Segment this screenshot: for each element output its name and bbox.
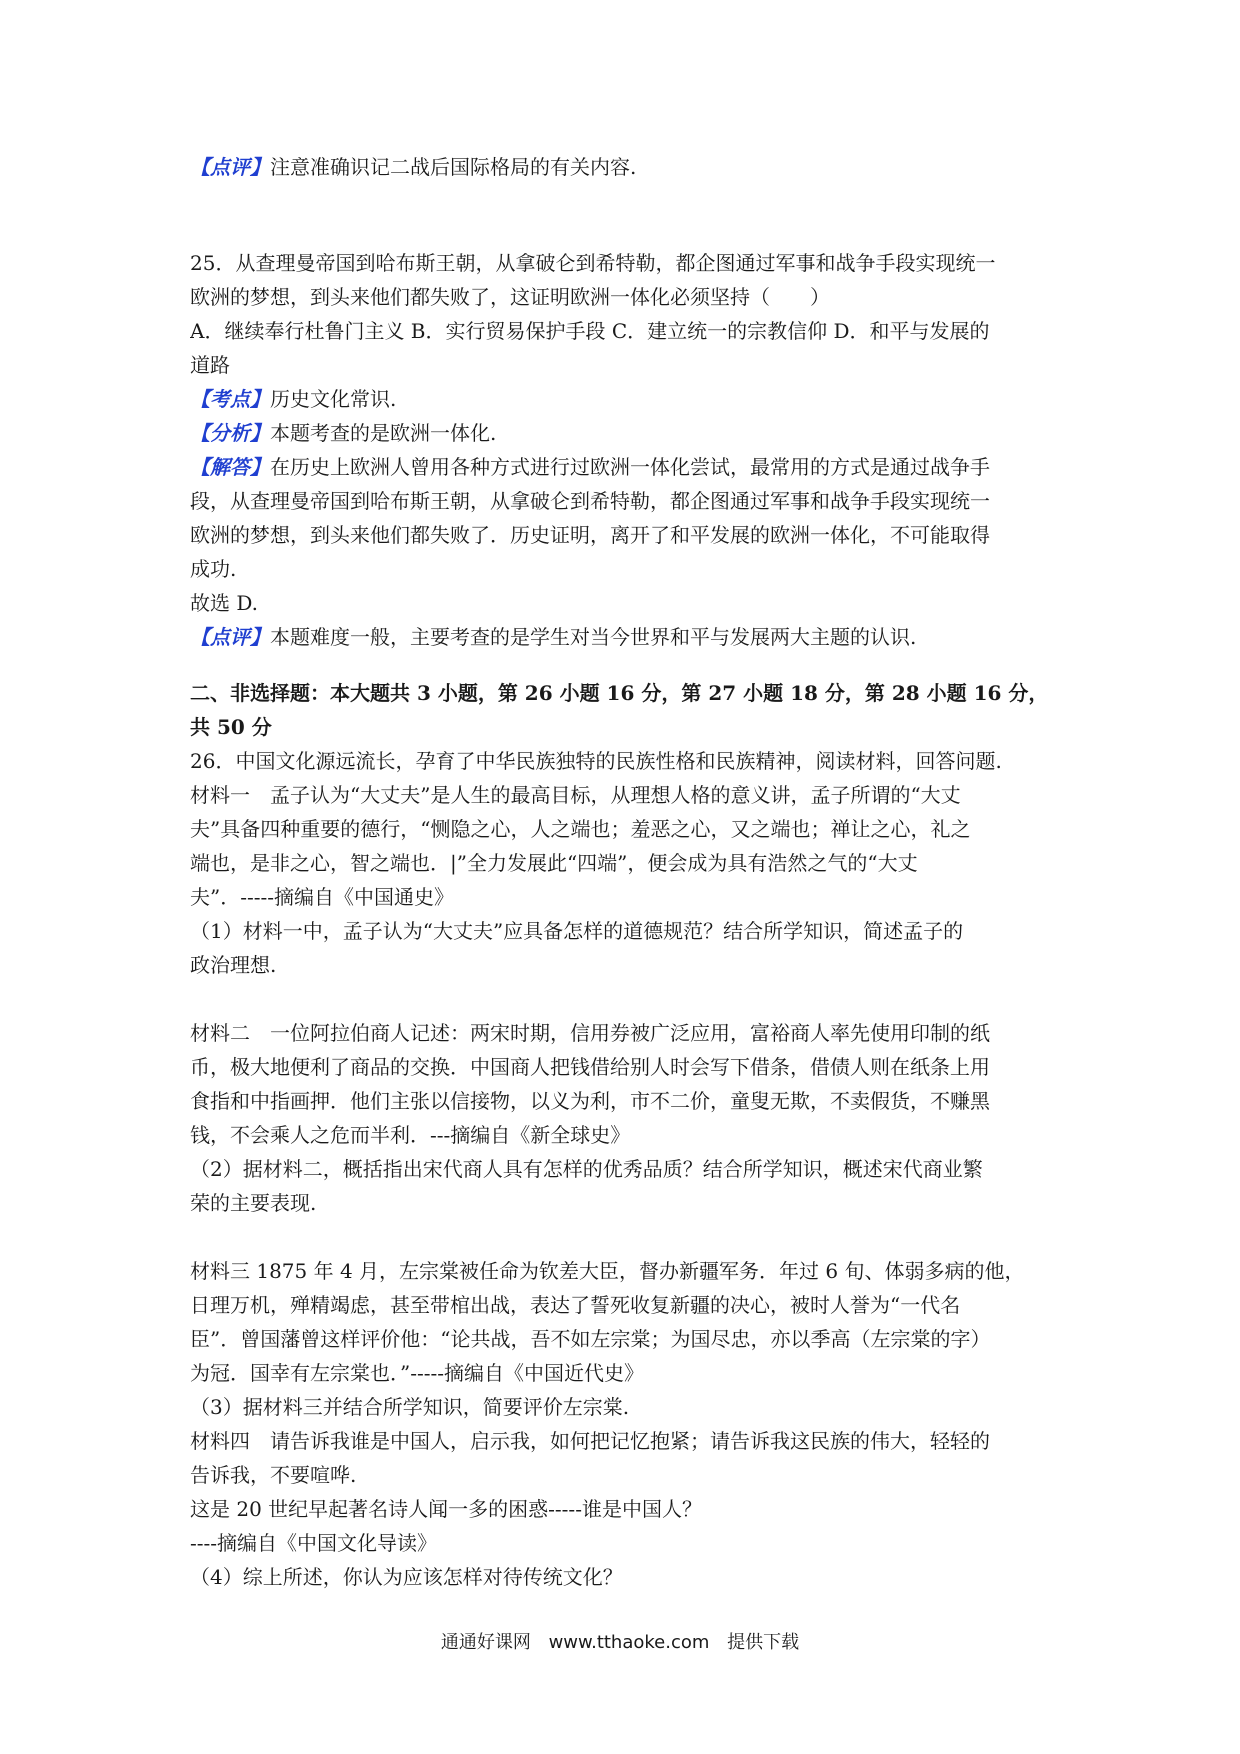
q25-stem-line: 欧洲的梦想，到头来他们都失败了，这证明欧洲一体化必须坚持（ ） — [190, 285, 830, 309]
page-content — [190, 150, 1060, 1594]
q25-dianping — [190, 620, 1060, 654]
jieda-text: 在历史上欧洲人曾用各种方式进行过欧洲一体化尝试，最常用的方式是通过战争手 — [270, 455, 990, 479]
question-25 — [190, 246, 1060, 654]
q25-kaodian — [190, 382, 1060, 416]
sub-question-4: （4）综上所述，你认为应该怎样对待传统文化？ — [190, 1565, 623, 1589]
kaodian-tag: 【考点】 — [190, 387, 270, 411]
footer-url[interactable]: www.tthaoke.com — [548, 1632, 710, 1653]
material-3-line: 臣”．曾国藩曾这样评价他：“论共战，吾不如左宗棠；为国尽忠，亦以季高（左宗棠的字） — [190, 1327, 991, 1351]
comment-line — [190, 150, 1060, 184]
material-2-line: 币，极大地便利了商品的交换．中国商人把钱借给别人时会写下借条，借债人则在纸条上用 — [190, 1055, 990, 1079]
fenxi-text: 本题考查的是欧洲一体化. — [270, 421, 497, 445]
section-heading-line: 二、非选择题：本大题共 3 小题，第 26 小题 16 分，第 27 小题 18 分，第 28 小题 16 分， — [190, 681, 1049, 705]
dianping-text: 本题难度一般，主要考查的是学生对当今世界和平与发展两大主题的认识. — [270, 625, 917, 649]
comment-text: 注意准确识记二战后国际格局的有关内容. — [270, 155, 637, 179]
material-1-line: 夫”．-----摘编自《中国通史》 — [190, 885, 455, 909]
sub-question-1-line: （1）材料一中，孟子认为“大丈夫”应具备怎样的道德规范？结合所学知识，简述孟子的 — [190, 919, 964, 943]
material-1-line: 材料一 孟子认为“大丈夫”是人生的最高目标，从理想人格的意义讲，孟子所谓的“大丈 — [190, 783, 961, 807]
footer-site-name: 通通好课网 — [440, 1632, 531, 1653]
q25-fenxi — [190, 416, 1060, 450]
material-2-line: 材料二 一位阿拉伯商人记述：两宋时期，信用券被广泛应用，富裕商人率先使用印制的纸 — [190, 1021, 990, 1045]
q25-options-line: A．继续奉行杜鲁门主义 B．实行贸易保护手段 C．建立统一的宗教信仰 D．和平与发展的 — [190, 319, 990, 343]
q25-stem-line: 25．从查理曼帝国到哈布斯王朝，从拿破仑到希特勒，都企图通过军事和战争手段实现统一 — [190, 251, 996, 275]
material-4-line: 材料四 请告诉我谁是中国人，启示我，如何把记忆抱紧；请告诉我这民族的伟大，轻轻的 — [190, 1429, 990, 1453]
material-1-line: 端也，是非之心，智之端也．|”全力发展此“四端”，便会成为具有浩然之气的“大丈 — [190, 851, 918, 875]
q25-answer: 故选 D. — [190, 591, 259, 615]
q26-intro: 26．中国文化源远流长，孕育了中华民族独特的民族性格和民族精神，阅读材料，回答问题. — [190, 749, 1002, 773]
footer-note: 提供下载 — [727, 1632, 800, 1653]
q25-options-line: 道路 — [190, 353, 230, 377]
sub-question-3: （3）据材料三并结合所学知识，简要评价左宗棠. — [190, 1395, 630, 1419]
material-4-line: 告诉我，不要喧哗. — [190, 1463, 357, 1487]
material-4-line: ----摘编自《中国文化导读》 — [190, 1531, 438, 1555]
sub-question-1-line: 政治理想. — [190, 953, 277, 977]
q25-jieda — [190, 450, 1060, 484]
jieda-tag: 【解答】 — [190, 455, 270, 479]
material-4-line: 这是 20 世纪早起著名诗人闻一多的困惑-----谁是中国人？ — [190, 1497, 702, 1521]
material-3-line: 材料三 1875 年 4 月，左宗棠被任命为钦差大臣，督办新疆军务．年过 6 旬、体弱多病的他， — [190, 1259, 1025, 1283]
q25-jieda-line: 段，从查理曼帝国到哈布斯王朝，从拿破仑到希特勒，都企图通过军事和战争手段实现统一 — [190, 489, 990, 513]
dianping-tag: 【点评】 — [190, 625, 270, 649]
fenxi-tag: 【分析】 — [190, 421, 270, 445]
question-26 — [190, 744, 1060, 1594]
comment-tag: 【点评】 — [190, 155, 270, 179]
sub-question-2-line: （2）据材料二，概括指出宋代商人具有怎样的优秀品质？结合所学知识，概述宋代商业繁 — [190, 1157, 983, 1181]
sub-question-2-line: 荣的主要表现. — [190, 1191, 317, 1215]
section-heading-line: 共 50 分 — [190, 715, 272, 739]
section-2-heading — [190, 676, 1060, 744]
material-3-line: 日理万机，殚精竭虑，甚至带棺出战，表达了誓死收复新疆的决心，被时人誉为“一代名 — [190, 1293, 961, 1317]
q25-jieda-line: 欧洲的梦想，到头来他们都失败了．历史证明，离开了和平发展的欧洲一体化，不可能取得 — [190, 523, 990, 547]
kaodian-text: 历史文化常识. — [270, 387, 397, 411]
material-2-line: 钱，不会乘人之危而半利．---摘编自《新全球史》 — [190, 1123, 631, 1147]
material-1-line: 夫”具备四种重要的德行，“恻隐之心，人之端也；羞恶之心，又之端也；禅让之心，礼之 — [190, 817, 971, 841]
page-footer — [0, 1628, 1240, 1654]
material-3-line: 为冠．国幸有左宗棠也．”-----摘编自《中国近代史》 — [190, 1361, 645, 1385]
q25-jieda-line: 成功. — [190, 557, 237, 581]
material-2-line: 食指和中指画押．他们主张以信接物，以义为利，市不二价，童叟无欺，不卖假货，不赚黑 — [190, 1089, 990, 1113]
